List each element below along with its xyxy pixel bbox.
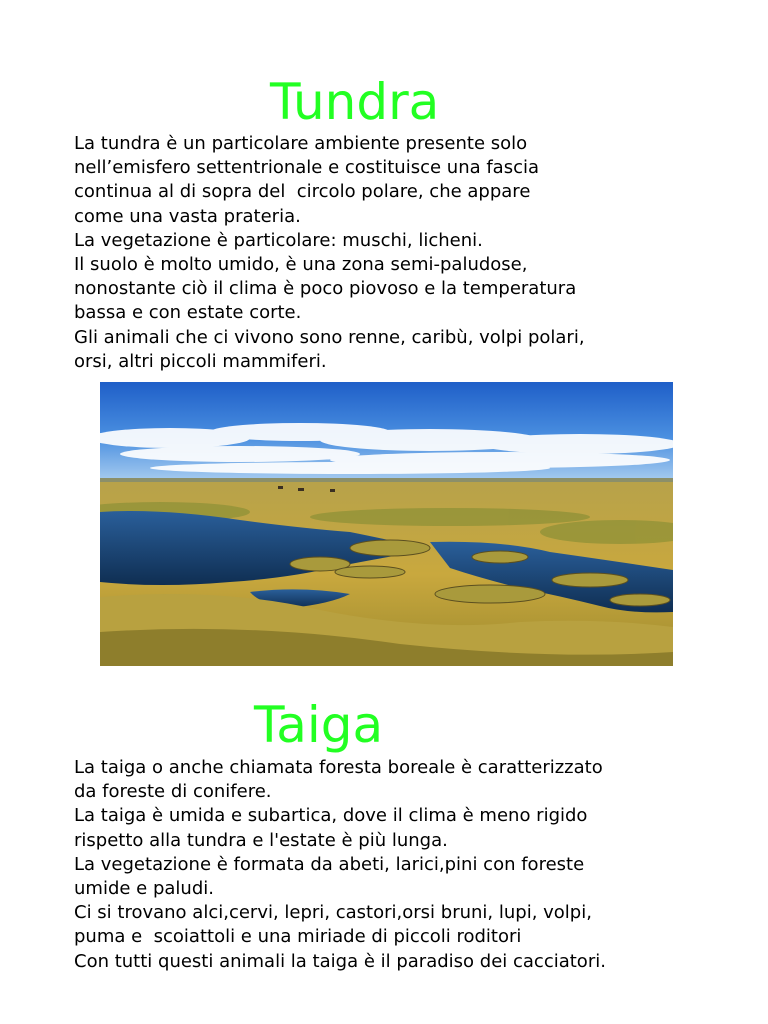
text-line: bassa e con estate corte.	[74, 302, 302, 324]
text-line: La vegetazione è formata da abeti, larici,pini con foreste	[74, 853, 585, 875]
text-line: Ci si trovano alci,cervi, lepri, castori,orsi bruni, lupi, volpi,	[74, 902, 592, 924]
tundra-paragraph	[74, 132, 585, 374]
text-line: La vegetazione è particolare: muschi, licheni.	[74, 229, 483, 251]
text-line: La tundra è un particolare ambiente presente solo	[74, 133, 528, 154]
taiga-title: Taiga	[254, 696, 384, 754]
tundra-title: Tundra	[270, 73, 440, 131]
text-line: nonostante ciò il clima è poco piovoso e la temperatura	[74, 278, 577, 300]
text-line: Con tutti questi animali la taiga è il paradiso dei cacciatori.	[74, 950, 606, 972]
text-line: orsi, altri piccoli mammiferi.	[74, 350, 327, 372]
text-line: umide e paludi.	[74, 878, 214, 900]
text-line: puma e scoiattoli e una miriade di piccoli roditori	[74, 926, 522, 948]
text-line: Gli animali che ci vivono sono renne, caribù, volpi polari,	[74, 326, 585, 348]
text-line: continua al di sopra del circolo polare, che appare	[74, 181, 531, 203]
text-line: nell’emisfero settentrionale e costituisce una fascia	[74, 157, 540, 179]
tundra-photo	[100, 382, 673, 666]
text-line: La taiga è umida e subartica, dove il clima è meno rigido	[74, 805, 588, 827]
text-line: rispetto alla tundra e l'estate è più lunga.	[74, 829, 448, 851]
text-line: Il suolo è molto umido, è una zona semi-paludose,	[74, 254, 528, 276]
text-line: La taiga o anche chiamata foresta boreale è caratterizzato	[74, 757, 603, 778]
text-line: come una vasta prateria.	[74, 205, 301, 227]
taiga-paragraph	[74, 756, 606, 974]
text-line: da foreste di conifere.	[74, 781, 272, 803]
